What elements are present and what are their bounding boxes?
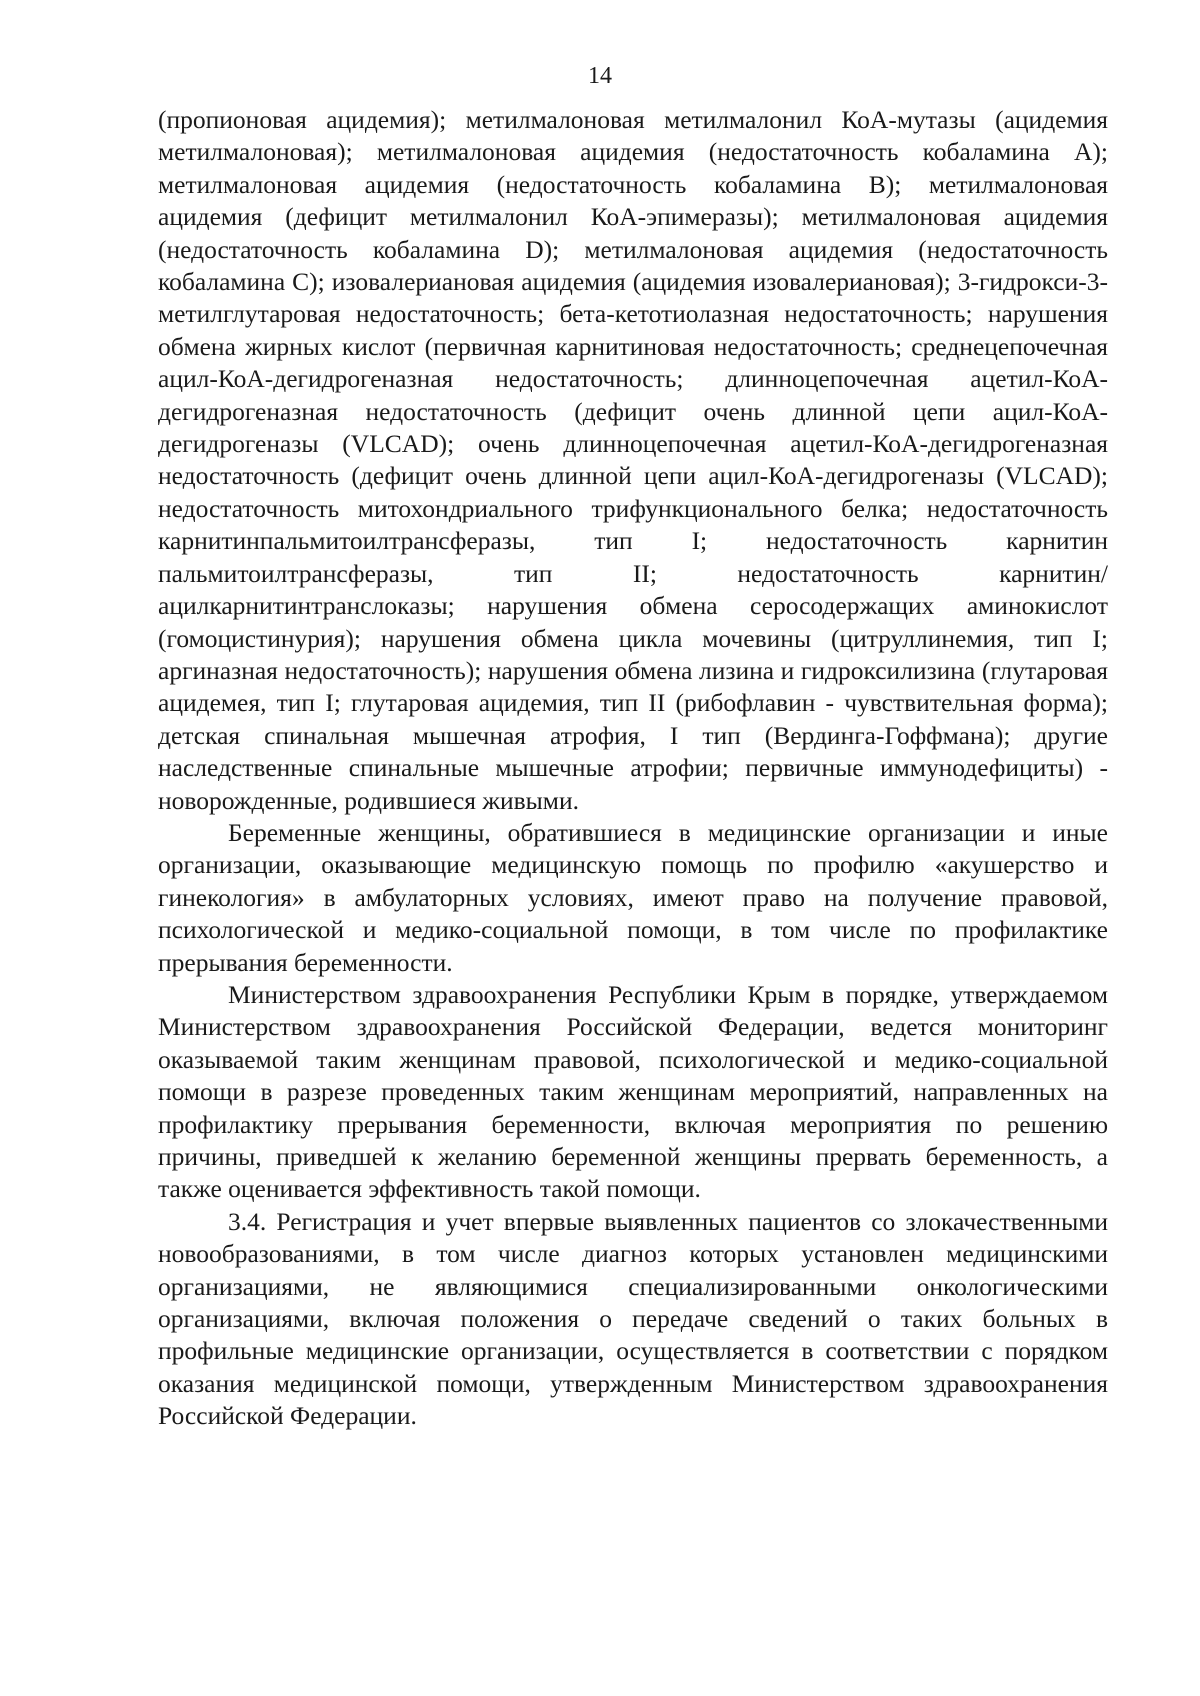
paragraph-continuation-disease-list: (пропионовая ацидемия); метилмалоновая метилмалонил КоА-мутазы (ацидемия метилмалоновая); метилмалоновая ацидемия (недостаточность кобаламина A); метилмалоновая ацидемия (недостаточность кобаламина B); метилмалоновая ацидемия (дефицит метилмалонил КоА-эпимеразы); метилмалоновая ацидемия (недостаточность кобаламина D); метилмалоновая ацидемия (недостаточность кобаламина C); изовалериановая ацидемия (ацидемия изовалериановая); 3-гидрокси-3-метилглутаровая недостаточность; бета-кетотиолазная недостаточность; нарушения обмена жирных кислот (первичная карнитиновая недостаточность; среднецепочечная ацил-КоА-дегидрогеназная недостаточность; длинноцепочечная ацетил-КоА-дегидрогеназная недостаточность (дефицит очень длинной цепи ацил-КоА-дегидрогеназы (VLCAD); очень длинноцепочечная ацетил-КоА-дегидрогеназная недостаточность (дефицит очень длинной цепи ацил-КоА-дегидрогеназы (VLCAD); недостаточность митохондриального трифункционального белка; недостаточность карнитинпальмитоилтрансферазы, тип I; недостаточность карнитин пальмитоилтрансферазы, тип II; недостаточность карнитин/ацилкарнитинтранслоказы; нарушения обмена серосодержащих аминокислот (гомоцистинурия); нарушения обмена цикла мочевины (цитруллинемия, тип I; аргиназная недостаточность); нарушения обмена лизина и гидроксилизина (глутаровая ацидемея, тип I; глутаровая ацидемия, тип II (рибофлавин - чувствительная форма); детская спинальная мышечная атрофия, I тип (Вердинга-Гоффмана); другие наследственные спинальные мышечные атрофии; первичные иммунодефициты) - новорожденные, родившиеся живыми. — [158, 105, 1108, 815]
paragraph-pregnant-women-rights: Беременные женщины, обратившиеся в медицинские организации и иные организации, оказывающие медицинскую помощь по профилю «акушерство и гинекология» в амбулаторных условиях, имеют право на получение правовой, психологической и медико-социальной помощи, в том числе по профилактике прерывания беременности. — [158, 817, 1108, 977]
paragraph-section-3-4-registration: 3.4. Регистрация и учет впервые выявленных пациентов со злокачественными новообразованиями, в том числе диагноз которых установлен медицинскими организациями, не являющимися специализированными онкологическими организациями, включая положения о передаче сведений о таких больных в профильные медицинские организации, осуществляется в соответствии с порядком оказания медицинской помощи, утвержденным Министерством здравоохранения Российской Федерации. — [158, 1206, 1108, 1431]
document-body — [158, 104, 1108, 1433]
page-number: 14 — [588, 63, 612, 89]
paragraph-ministry-monitoring: Министерством здравоохранения Республики Крым в порядке, утверждаемом Министерством здравоохранения Российской Федерации, ведется мониторинг оказываемой таким женщинам правовой, психологической и медико-социальной помощи в разрезе проведенных таким женщинам мероприятий, направленных на профилактику прерывания беременности, включая мероприятия по решению причины, приведшей к желанию беременной женщины прервать беременность, а также оценивается эффективность такой помощи. — [158, 979, 1108, 1204]
